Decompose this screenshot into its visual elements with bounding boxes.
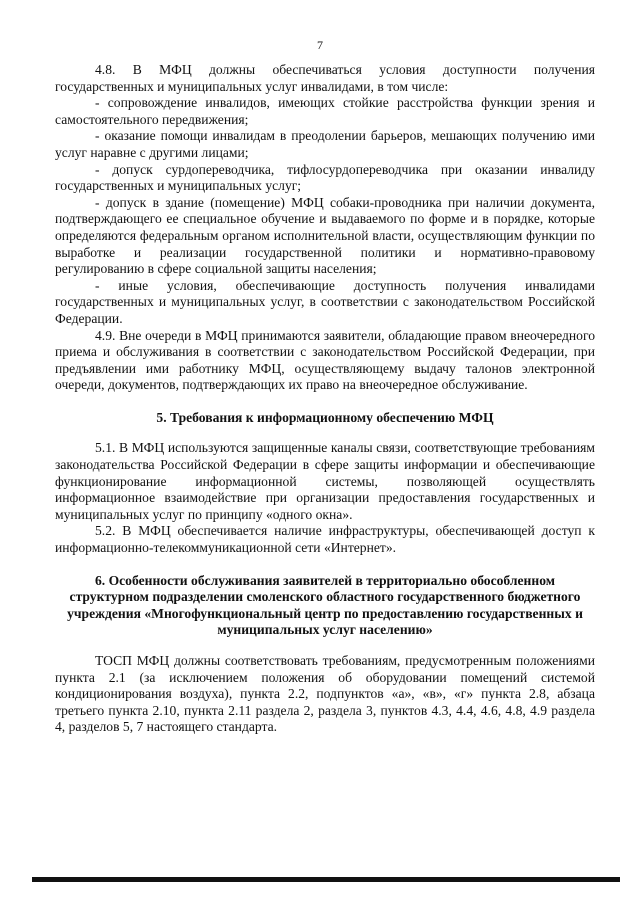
- page-bottom-border: [32, 877, 620, 882]
- paragraph-5-2: 5.2. В МФЦ обеспечивается наличие инфраструктуры, обеспечивающей доступ к информационно-телекоммуникационной сети «Интернет».: [55, 523, 595, 556]
- paragraph-5-1: 5.1. В МФЦ используются защищенные каналы связи, соответствующие требованиям законодательства Российской Федерации в сфере защиты информации и обеспечивающие функционирование информационной системы, позволяющей осуществлять информационное взаимодействие при организации предоставления государственных и муниципальных услуг по принципу «одного окна».: [55, 440, 595, 522]
- list-item: - оказание помощи инвалидам в преодолении барьеров, мешающих получению ими услуг наравне с другими лицами;: [55, 128, 595, 160]
- list-item: - сопровождение инвалидов, имеющих стойкие расстройства функции зрения и самостоятельного передвижения;: [55, 95, 595, 127]
- section-5-heading: 5. Требования к информационному обеспечению МФЦ: [156, 409, 494, 425]
- paragraph-6-1: ТОСП МФЦ должны соответствовать требованиям, предусмотренным положениями пункта 2.1 (за исключением положения об оборудовании помещений системой кондиционирования воздуха), пункта 2.2, подпунктов «а», «в», «г» пункта 2.8, абзаца третьего пункта 2.10, пункта 2.11 раздела 2, раздела 3, пунктов 4.3, 4.4, 4.6, 4.8, 4.9 раздела 4, разделов 5, 7 настоящего стандарта.: [55, 653, 595, 735]
- paragraph-4-8-intro: 4.8. В МФЦ должны обеспечиваться условия доступности получения государственных и муниципальных услуг инвалидами, в том числе:: [55, 62, 595, 94]
- paragraph-4-9: 4.9. Вне очереди в МФЦ принимаются заявители, обладающие правом внеочередного приема и обслуживания в соответствии с законодательством Российской Федерации, при предъявлении ими работнику МФЦ, осуществляющему выдачу талонов электронной очереди, документов, подтверждающих их право на внеочередное обслуживание.: [55, 327, 595, 393]
- list-item: - допуск в здание (помещение) МФЦ собаки-проводника при наличии документа, подтверждающего ее специальное обучение и выдаваемого по форме и в порядке, которые определяются федеральным органом исполнительной власти, осуществляющим функции по выработке и реализации государственной политики и нормативно-правовому регулированию в сфере социальной защиты населения;: [55, 194, 595, 277]
- page-number: 7: [317, 38, 323, 52]
- document-body: [55, 62, 595, 736]
- list-item: - допуск сурдопереводчика, тифлосурдопереводчика при оказании инвалиду государственных и муниципальных услуг;: [55, 161, 595, 194]
- list-item: - иные условия, обеспечивающие доступность получения инвалидами государственных и муниципальных услуг, в соответствии с законодательством Российской Федерации.: [55, 277, 595, 326]
- section-6-heading: 6. Особенности обслуживания заявителей в территориально обособленном структурном подразделении смоленского областного государственного бюджетного учреждения «Многофункциональный центр по предоставлению государственных и муниципальных услуг населению»: [67, 572, 583, 638]
